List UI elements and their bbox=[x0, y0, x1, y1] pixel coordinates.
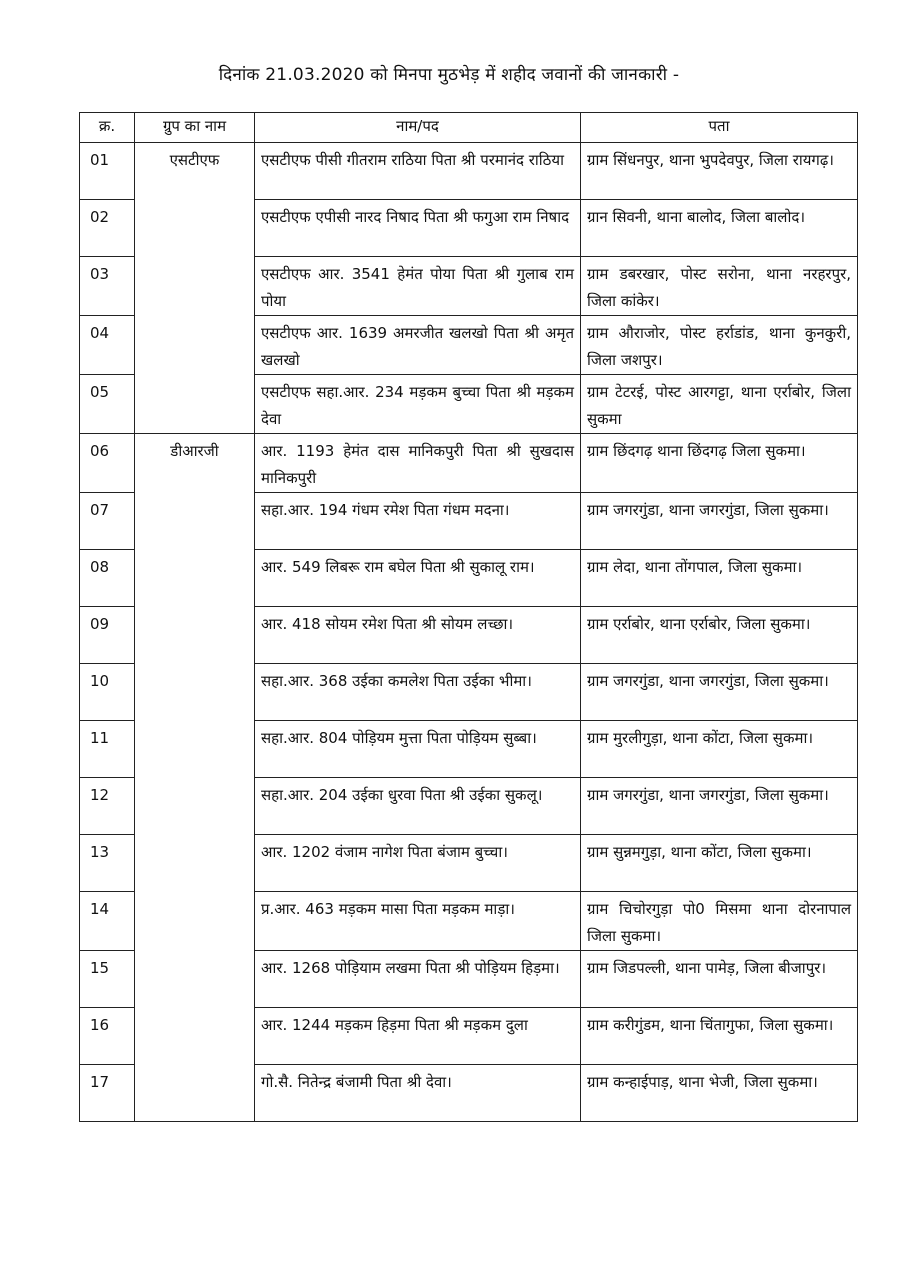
row-name: प्र.आर. 463 मड़कम मासा पिता मड़कम माड़ा। bbox=[255, 892, 581, 951]
row-address: ग्राम लेदा, थाना तोंगपाल, जिला सुकमा। bbox=[581, 550, 858, 607]
row-address: ग्राम जगरगुंडा, थाना जगरगुंडा, जिला सुकमा। bbox=[581, 493, 858, 550]
row-name: सहा.आर. 804 पोड़ियम मुत्ता पिता पोड़ियम सुब्बा। bbox=[255, 721, 581, 778]
table-row bbox=[80, 721, 858, 778]
row-group bbox=[135, 1008, 255, 1065]
table-row bbox=[80, 375, 858, 434]
row-group bbox=[135, 607, 255, 664]
row-name: आर. 418 सोयम रमेश पिता श्री सोयम लच्छा। bbox=[255, 607, 581, 664]
header-name: नाम/पद bbox=[255, 113, 581, 143]
row-address: ग्राम औराजोर, पोस्ट हर्राडांड, थाना कुनकुरी, जिला जशपुर। bbox=[581, 316, 858, 375]
header-serial: क्र. bbox=[80, 113, 135, 143]
table-row bbox=[80, 778, 858, 835]
row-serial: 10 bbox=[80, 664, 135, 721]
row-serial: 11 bbox=[80, 721, 135, 778]
table-row bbox=[80, 607, 858, 664]
row-name: आर. 549 लिबरू राम बघेल पिता श्री सुकालू राम। bbox=[255, 550, 581, 607]
header-address: पता bbox=[581, 113, 858, 143]
row-group bbox=[135, 778, 255, 835]
row-name: एसटीएफ आर. 1639 अमरजीत खलखो पिता श्री अमृत खलखो bbox=[255, 316, 581, 375]
row-name: आर. 1268 पोड़ियाम लखमा पिता श्री पोड़ियम हिड़मा। bbox=[255, 951, 581, 1008]
header-group: ग्रुप का नाम bbox=[135, 113, 255, 143]
row-serial: 05 bbox=[80, 375, 135, 434]
row-name: सहा.आर. 368 उईका कमलेश पिता उईका भीमा। bbox=[255, 664, 581, 721]
row-name: एसटीएफ सहा.आर. 234 मड़कम बुच्चा पिता श्री मड़कम देवा bbox=[255, 375, 581, 434]
row-name: सहा.आर. 194 गंधम रमेश पिता गंधम मदना। bbox=[255, 493, 581, 550]
table-row bbox=[80, 835, 858, 892]
table-row bbox=[80, 951, 858, 1008]
row-group: डीआरजी bbox=[135, 434, 255, 493]
row-group bbox=[135, 664, 255, 721]
row-serial: 16 bbox=[80, 1008, 135, 1065]
row-group bbox=[135, 1065, 255, 1122]
row-group bbox=[135, 835, 255, 892]
row-serial: 01 bbox=[80, 143, 135, 200]
table-row bbox=[80, 892, 858, 951]
row-serial: 02 bbox=[80, 200, 135, 257]
row-serial: 09 bbox=[80, 607, 135, 664]
row-group bbox=[135, 493, 255, 550]
table-row bbox=[80, 143, 858, 200]
row-serial: 06 bbox=[80, 434, 135, 493]
row-serial: 17 bbox=[80, 1065, 135, 1122]
table-row bbox=[80, 434, 858, 493]
row-address: ग्राम जिडपल्ली, थाना पामेड़, जिला बीजापुर। bbox=[581, 951, 858, 1008]
row-address: ग्राम कन्हाईपाड़, थाना भेजी, जिला सुकमा। bbox=[581, 1065, 858, 1122]
row-group bbox=[135, 550, 255, 607]
row-name: आर. 1193 हेमंत दास मानिकपुरी पिता श्री सुखदास मानिकपुरी bbox=[255, 434, 581, 493]
row-group bbox=[135, 892, 255, 951]
martyrs-table bbox=[79, 112, 858, 1122]
row-address: ग्राम सुन्नमगुड़ा, थाना कोंटा, जिला सुकमा। bbox=[581, 835, 858, 892]
table-row bbox=[80, 664, 858, 721]
row-name: एसटीएफ पीसी गीतराम राठिया पिता श्री परमानंद राठिया bbox=[255, 143, 581, 200]
row-group bbox=[135, 951, 255, 1008]
page-title: दिनांक 21.03.2020 को मिनपा मुठभेड़ में शहीद जवानों की जानकारी - bbox=[218, 65, 680, 85]
row-serial: 04 bbox=[80, 316, 135, 375]
row-name: आर. 1202 वंजाम नागेश पिता बंजाम बुच्चा। bbox=[255, 835, 581, 892]
row-address: ग्राम सिंधनपुर, थाना भुपदेवपुर, जिला रायगढ़। bbox=[581, 143, 858, 200]
row-group bbox=[135, 721, 255, 778]
row-address: ग्राम डबरखार, पोस्ट सरोना, थाना नरहरपुर, जिला कांकेर। bbox=[581, 257, 858, 316]
row-address: ग्राम चिचोरगुड़ा पो0 मिसमा थाना दोरनापाल जिला सुकमा। bbox=[581, 892, 858, 951]
row-group bbox=[135, 200, 255, 257]
row-group bbox=[135, 316, 255, 375]
table-row bbox=[80, 550, 858, 607]
row-group bbox=[135, 257, 255, 316]
table-row bbox=[80, 200, 858, 257]
table-row bbox=[80, 493, 858, 550]
row-address: ग्रान सिवनी, थाना बालोद, जिला बालोद। bbox=[581, 200, 858, 257]
table-header-row bbox=[80, 113, 858, 143]
row-address: ग्राम टेटरई, पोस्ट आरगट्टा, थाना एर्राबोर, जिला सुकमा bbox=[581, 375, 858, 434]
row-address: ग्राम जगरगुंडा, थाना जगरगुंडा, जिला सुकमा। bbox=[581, 664, 858, 721]
row-serial: 07 bbox=[80, 493, 135, 550]
table-row bbox=[80, 1008, 858, 1065]
row-serial: 15 bbox=[80, 951, 135, 1008]
row-name: आर. 1244 मड़कम हिड़मा पिता श्री मड़कम दुला bbox=[255, 1008, 581, 1065]
row-address: ग्राम करीगुंडम, थाना चिंतागुफा, जिला सुकमा। bbox=[581, 1008, 858, 1065]
row-group bbox=[135, 375, 255, 434]
table-row bbox=[80, 1065, 858, 1122]
row-address: ग्राम छिंदगढ़ थाना छिंदगढ़ जिला सुकमा। bbox=[581, 434, 858, 493]
row-serial: 12 bbox=[80, 778, 135, 835]
row-name: सहा.आर. 204 उईका धुरवा पिता श्री उईका सुकलू। bbox=[255, 778, 581, 835]
row-serial: 03 bbox=[80, 257, 135, 316]
row-name: गो.सै. नितेन्द्र बंजामी पिता श्री देवा। bbox=[255, 1065, 581, 1122]
row-group: एसटीएफ bbox=[135, 143, 255, 200]
row-address: ग्राम मुरलीगुड़ा, थाना कोंटा, जिला सुकमा। bbox=[581, 721, 858, 778]
row-name: एसटीएफ आर. 3541 हेमंत पोया पिता श्री गुलाब राम पोया bbox=[255, 257, 581, 316]
row-address: ग्राम एर्राबोर, थाना एर्राबोर, जिला सुकमा। bbox=[581, 607, 858, 664]
table-row bbox=[80, 316, 858, 375]
table-row bbox=[80, 257, 858, 316]
row-name: एसटीएफ एपीसी नारद निषाद पिता श्री फगुआ राम निषाद bbox=[255, 200, 581, 257]
row-serial: 13 bbox=[80, 835, 135, 892]
row-serial: 08 bbox=[80, 550, 135, 607]
row-address: ग्राम जगरगुंडा, थाना जगरगुंडा, जिला सुकमा। bbox=[581, 778, 858, 835]
row-serial: 14 bbox=[80, 892, 135, 951]
